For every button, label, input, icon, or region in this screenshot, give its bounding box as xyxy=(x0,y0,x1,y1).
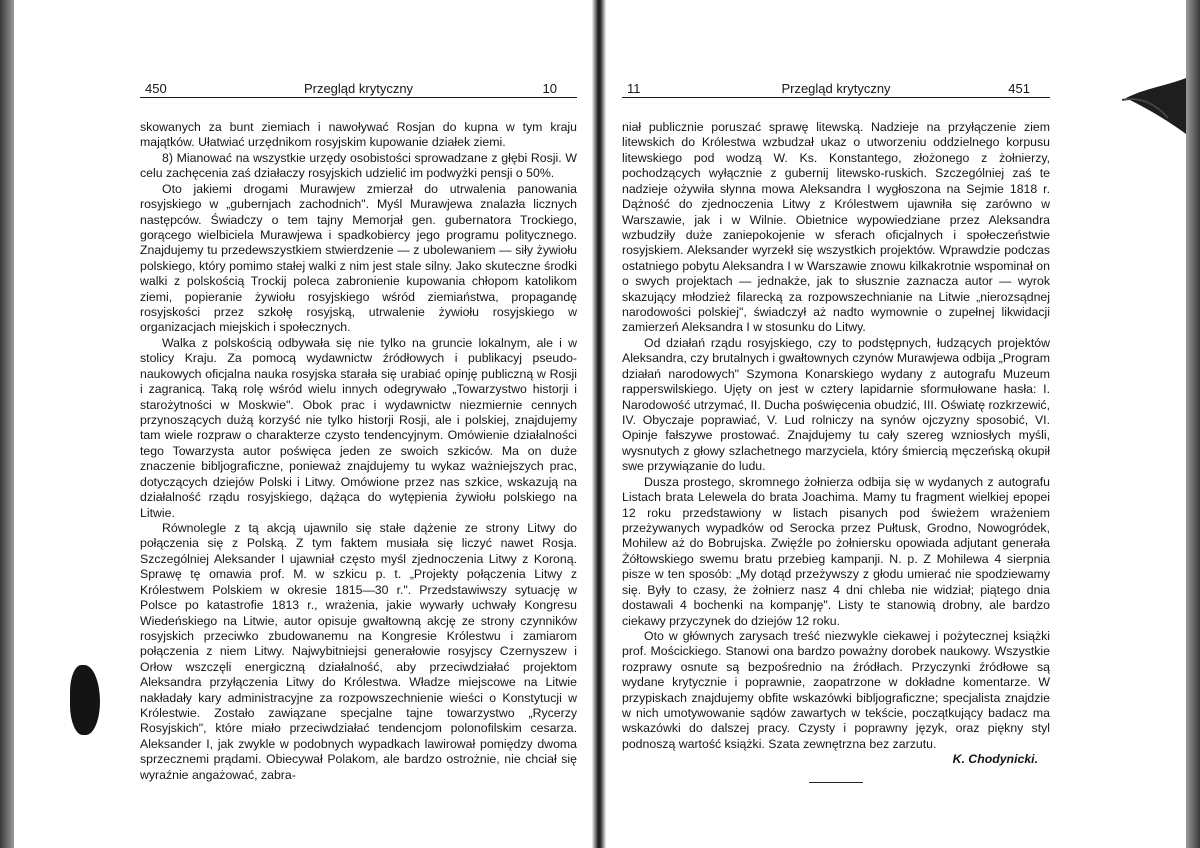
book-gutter xyxy=(592,0,606,848)
scan-edge-left xyxy=(0,0,14,848)
paragraph: 8) Mianować na wszystkie urzędy osobistości sprowadzane z głębi Rosji. W celu zachęcenia zaś działaczy rosyjskich udzielić im podwyżki pensji o 50%. xyxy=(140,150,577,181)
closing-rule xyxy=(809,782,863,784)
right-running-header xyxy=(622,78,1050,98)
right-page xyxy=(622,78,1050,783)
left-running-head: Przegląd krytyczny xyxy=(303,81,414,96)
left-page-number: 450 xyxy=(145,81,167,96)
paragraph: Oto w głównych zarysach treść niezwykle ciekawej i pożytecznej książki prof. Mościckiego. Stanowi ona bardzo poważny dorobek naukowy. Wszystkie rozprawy osnute są bezpośrednio na źródłach. Przyczynki źródłowe są wydane krytycznie i poprawnie, zaopatrzone w dokładne komentarze. W przypiskach znajdujemy obfite wskazówki bibljograficzne; specjalista znajdzie w nich umotywowanie sądów zawartych w tekście, początkujący badacz ma wskazówki do dalszej pracy. Czysty i poprawny język, oraz piękny styl podnoszą wartość książki. Szata zewnętrzna bez zarzutu. xyxy=(622,628,1050,751)
left-page xyxy=(140,78,577,783)
paragraph: niał publicznie poruszać sprawę litewską. Nadzieje na przyłączenie ziem litewskich do Królestwa wzbudzał ukaz o utworzeniu oddzielnego korpusu litewskiego pod wodzą W. Ks. Konstantego, złożonego z żołnierzy, pochodzących wyłącznie z gubernij litewsko-ruskich. Szczególniej zaś te nadzieje ożywiła słynna mowa Aleksandra I wygłoszona na Sejmie 1818 r. Dążność do zjednoczenia Litwy z Królestwem ujawniła się zarówno w Warszawie, jak i w Wilnie. Obietnice wypowiedziane przez Aleksandra wzbudziły duże zaniepokojenie w sferach oficjalnych i społeczeństwie rosyjskiem. Aleksander wyrzekł się wszystkich projektów. Wprawdzie podczas ostatniego pobytu Aleksandra I w Warszawie znowu kilkakrotnie wspominał on o swych projektach — jednakże, jak to słusznie zaznacza autor — wyrok skazujący młodzież filarecką za rozpowszechnianie na Litwie „nierozsądnej narodowości polskiej", świadczył aż nadto wymownie o zupełnej likwidacji zamierzeń Aleksandra I w stosunku do Litwy. xyxy=(622,120,1050,335)
right-page-body xyxy=(622,120,1050,783)
paragraph: skowanych za bunt ziemiach i nawoływać Rosjan do kupna w tym kraju majątków. Ułatwiać urzędnikom rosyjskim kupowanie działek ziemi. xyxy=(140,120,577,150)
page-corner-fold xyxy=(1116,78,1186,134)
left-page-body xyxy=(140,120,577,783)
author-signature: K. Chodynicki. xyxy=(952,752,1038,767)
scan-edge-right xyxy=(1186,0,1200,848)
left-running-header xyxy=(140,78,577,98)
paragraph: Oto jakiemi drogami Murawjew zmierzał do utrwalenia panowania rosyjskiego w „gubernjach zachodnich". Myśl Murawjewa znalazła licznych następców. Świadczy o tem tajny Memorjał gen. gubernatora Trockiego, gorącego wielbiciela Murawjewa i spadkobiercy jego programu politycznego. Znajdujemy tu przedewszystkiem stwierdzenie — z ubolewaniem — siły żywiołu polskiego, który pomimo stałej walki z nim jest stale silny. Jako skuteczne środki walki z polskością Trockij poleca zabronienie kupowania chłopom katolikom ziemi, popieranie żywiołu rosyjskiego wśród ziemiaństwa, propagandę rosyjskości przez szkołę rosyjską, utrwalenie żywiołu rosyjskiego w organizacjach miejskich i społecznych. xyxy=(140,181,577,335)
paragraph: Równolegle z tą akcją ujawnilo się stałe dążenie ze strony Litwy do połączenia się z Polską. Z tym faktem musiała się liczyć nawet Rosja. Szczególniej Aleksander I ujawniał często myśl zjednoczenia Litwy z Koroną. Sprawę tę omawia prof. M. w szkicu p. t. „Projekty połączenia Litwy z Królestwem Polskiem w okresie 1815—30 r.". Przedstawiwszy sytuację w Polsce po katastrofie 1813 r., wrażenia, jakie wywarły uchwały Kongresu Wiedeńskiego na Litwie, autor opisuje gwałtowną akcję ze strony czynników rosyjskich przeciwko zbudowanemu na Kongresie Królestwu i zamiarom połączenia z niem Litwy. Najwybitniejsi generałowie rosyjscy Czernyszew i Orłow wszczęli energiczną działalność, aby przeciwdziałać projektom Aleksandra przyłączenia Litwy do Królestwa. Władze miejscowe na Litwie nakładały kary administracyjne za rozpowszechnienie wieści o Konstytucji w Królestwie. Zostało zawiązane specjalne tajne towarzystwo „Rycerzy Rosyjskich", które miało przeciwdziałać tendencjom polonofilskim cesarza. Aleksander I, jak zwykle w podobnych wypadkach lawirował pomiędzy dwoma sprzecznemi prądami. Obiecywał Polakom, ale bardzo ostrożnie, nie chciał się wyraźnie angażować, zabra- xyxy=(140,520,577,782)
paragraph: Dusza prostego, skromnego żołnierza odbija się w wydanych z autografu Listach brata Lelewela do brata Joachima. Mamy tu fragment wielkiej epopei 12 roku przedstawiony w listach pisanych pod świeżem wrażeniem przeżywanych wypadków od Serocka przez Pułtusk, Grodno, Nowogródek, Mohilew aż do Bobrujska. Zwięźle po żołniersku opowiada adjutant generała Żółtowskiego swemu bratu przebieg kampanji. N. p. Z Mohilewa 4 sierpnia pisze w ten sposób: „My dotąd przeżywszy z głodu umierać nie spodziewamy się. Były to czasy, że żołnierz nasz 4 dni chleba nie widział; piątego dnia dostawali 4 bochenki na kompanję". Listy te stanowią drobny, ale bardzo ciekawy przyczynek do dziejów 12 roku. xyxy=(622,474,1050,628)
paragraph: Walka z polskością odbywała się nie tylko na gruncie lokalnym, ale i w stolicy Kraju. Za pomocą wydawnictw źródłowych i publikacyj pseudo-naukowych oficjalna nauka rosyjska starała się urabiać opinję publiczną w Rosji i zagranicą. Taką rolę wśród wielu innych odegrywało „Towarzystwo historji i starożytności w Moskwie". Obok prac i wydawnictw niezmiernie cennych przynoszących dużą korzyść nie tylko historji Rosji, ale i polskiej, znajdujemy tam wiele rozpraw o charakterze czysto tendencyjnym. Omówienie działalności tego Towarzysta autor poświęca jeden ze swoich szkiców. Ma on duże znaczenie bibljograficzne, ponieważ znajdujemy tu wykaz ważniejszych prac, dotyczących dziejów Polski i Litwy. Omówione przez nas szkice, wskazują na działalność rządu rosyjskiego, dążąca do wytępienia żywiołu polskiego na Litwie. xyxy=(140,335,577,520)
left-section-number: 10 xyxy=(542,81,557,96)
right-section-number: 11 xyxy=(627,81,641,96)
right-running-head: Przegląd krytyczny xyxy=(781,81,891,96)
paragraph: Od działań rządu rosyjskiego, czy to podstępnych, łudzących projektów Aleksandra, czy brutalnych i gwałtownych czynów Murawjewa odbija „Program działań narodowych" Szymona Konarskiego wydany z autografu Muzeum rapperswilskiego. Ujęty on jest w cztery lapidarnie sformułowane hasła: I. Narodowość utrzymać, II. Ducha poświęcenia obudzić, III. Oświatę rozkrzewić, IV. Obyczaje poprawiać, V. Lud rolniczy na synów ojczyzny sposobić, VI. Opinje fałszywe prostować. Znajdujemy tu cały szereg wzniosłych myśli, wysnutych z głowy szlachetnego marzyciela, który śmiercią męczeńską okupił swe przywiązanie do ludu. xyxy=(622,335,1050,474)
right-page-number: 451 xyxy=(1008,81,1030,96)
ink-blot xyxy=(70,665,100,735)
